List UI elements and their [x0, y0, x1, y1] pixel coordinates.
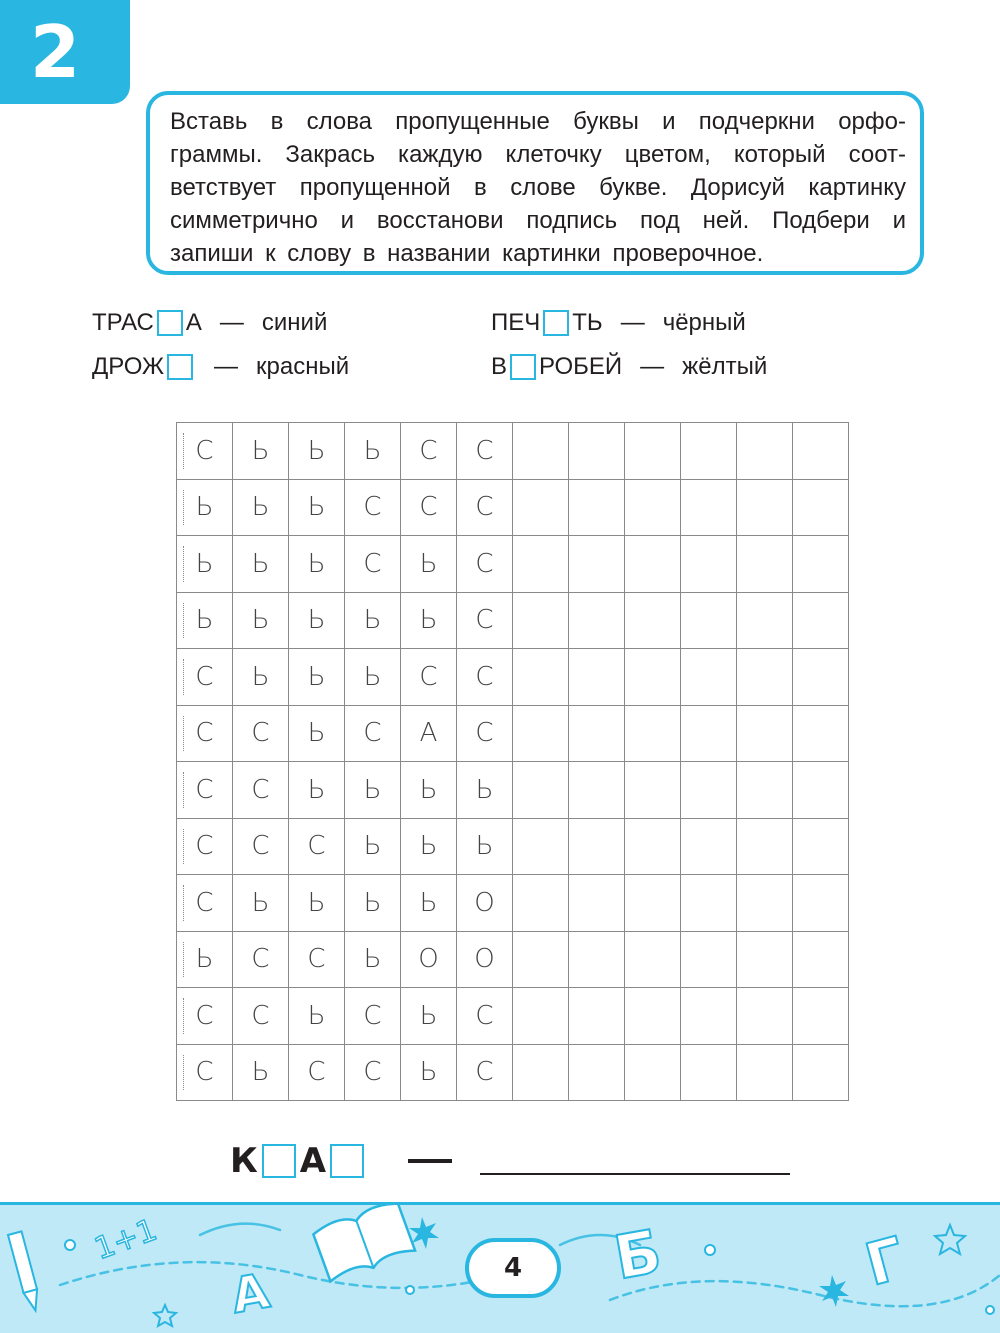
grid-cell-letter[interactable]: Ь	[289, 875, 345, 932]
grid-cell-letter[interactable]: Ь	[289, 423, 345, 480]
grid-cell-letter[interactable]: Ь	[345, 762, 401, 819]
grid-cell-empty[interactable]	[513, 819, 569, 876]
grid-cell-empty[interactable]	[737, 819, 793, 876]
grid-cell-letter[interactable]: С	[457, 1045, 513, 1102]
clue-word-start: ТРАС	[92, 309, 154, 336]
grid-cell-letter[interactable]: Ь	[457, 819, 513, 876]
grid-cell-letter[interactable]: С	[401, 649, 457, 706]
grid-cell-empty[interactable]	[569, 649, 625, 706]
grid-cell-empty[interactable]	[793, 649, 849, 706]
grid-cell-letter[interactable]: Ь	[177, 480, 233, 537]
grid-cell-empty[interactable]	[569, 819, 625, 876]
grid-cell-letter[interactable]: Ь	[177, 932, 233, 989]
grid-cell-letter[interactable]: С	[177, 1045, 233, 1102]
grid-cell-empty[interactable]	[793, 762, 849, 819]
grid-cell-letter[interactable]: Ь	[289, 536, 345, 593]
letter-blank[interactable]	[543, 310, 569, 336]
grid-cell-letter[interactable]: С	[289, 932, 345, 989]
clue-word-end: А	[185, 309, 202, 336]
grid-cell-letter[interactable]: А	[401, 706, 457, 763]
answer-blank[interactable]	[330, 1144, 364, 1178]
grid-cell-empty[interactable]	[569, 932, 625, 989]
grid-cell-empty[interactable]	[737, 875, 793, 932]
grid-cell-letter[interactable]: С	[345, 706, 401, 763]
answer-row	[230, 1140, 790, 1182]
grid-cell-letter[interactable]: С	[177, 762, 233, 819]
clue-word-end: ТЬ	[572, 309, 603, 336]
grid-cell-letter[interactable]: Ь	[177, 593, 233, 650]
grid-cell-letter[interactable]: Ь	[289, 593, 345, 650]
letter-blank[interactable]	[167, 354, 193, 380]
instruction-line: ветствует пропущенной в слове букве. Дорисуй картинку	[170, 174, 906, 201]
grid-cell-letter[interactable]: С	[345, 536, 401, 593]
grid-cell-letter[interactable]: Ь	[289, 706, 345, 763]
answer-dash	[408, 1159, 452, 1163]
grid-cell-empty[interactable]	[569, 1045, 625, 1102]
grid-cell-empty[interactable]	[513, 762, 569, 819]
grid-cell-letter[interactable]: О	[457, 932, 513, 989]
clue-vorobey	[491, 352, 767, 382]
grid-cell-empty[interactable]	[681, 649, 737, 706]
clue-word-end: РОБЕЙ	[539, 353, 623, 380]
grid-cell-empty[interactable]	[793, 932, 849, 989]
letter-b-icon: Б	[609, 1216, 667, 1294]
grid-cell-empty[interactable]	[737, 480, 793, 537]
grid-cell-empty[interactable]	[625, 819, 681, 876]
clue-dash: —	[620, 309, 645, 336]
grid-cell-letter[interactable]: Ь	[289, 649, 345, 706]
grid-cell-empty[interactable]	[513, 988, 569, 1045]
grid-cell-empty[interactable]	[793, 1045, 849, 1102]
grid-cell-letter[interactable]: С	[177, 706, 233, 763]
grid-cell-empty[interactable]	[625, 875, 681, 932]
grid-cell-letter[interactable]: Ь	[401, 593, 457, 650]
grid-cell-empty[interactable]	[625, 706, 681, 763]
grid-cell-letter[interactable]: С	[177, 988, 233, 1045]
grid-cell-letter[interactable]: Ь	[345, 932, 401, 989]
grid-cell-empty[interactable]	[681, 423, 737, 480]
answer-blank[interactable]	[262, 1144, 296, 1178]
grid-cell-empty[interactable]	[737, 1045, 793, 1102]
grid-cell-empty[interactable]	[513, 932, 569, 989]
answer-letter: А	[299, 1141, 327, 1181]
grid-cell-empty[interactable]	[681, 536, 737, 593]
clue-drozh	[92, 352, 349, 382]
grid-cell-empty[interactable]	[793, 593, 849, 650]
clue-color: красный	[256, 353, 350, 380]
grid-cell-empty[interactable]	[737, 706, 793, 763]
grid-cell-letter[interactable]: С	[457, 649, 513, 706]
grid-cell-letter[interactable]: Ь	[233, 480, 289, 537]
grid-cell-letter[interactable]: Ь	[233, 593, 289, 650]
grid-cell-letter[interactable]: Ь	[401, 819, 457, 876]
clue-word-start: ДРОЖ	[92, 353, 165, 380]
grid-cell-letter[interactable]: С	[457, 706, 513, 763]
grid-cell-letter[interactable]: Ь	[233, 423, 289, 480]
clue-color: жёлтый	[682, 353, 768, 380]
grid-cell-letter[interactable]: Ь	[233, 536, 289, 593]
grid-cell-empty[interactable]	[737, 423, 793, 480]
plus-icon: 1+1	[90, 1212, 162, 1268]
grid-cell-empty[interactable]	[625, 480, 681, 537]
grid-cell-letter[interactable]: Ь	[233, 875, 289, 932]
grid-cell-empty[interactable]	[625, 932, 681, 989]
grid-cell-empty[interactable]	[569, 875, 625, 932]
clue-dash: —	[219, 309, 244, 336]
grid-cell-empty[interactable]	[569, 423, 625, 480]
clue-word-start: В	[491, 353, 508, 380]
grid-cell-letter[interactable]: Ь	[345, 593, 401, 650]
grid-cell-letter[interactable]: Ь	[289, 480, 345, 537]
page-number: 4	[465, 1238, 561, 1298]
grid-cell-letter[interactable]: С	[177, 649, 233, 706]
grid-cell-empty[interactable]	[737, 988, 793, 1045]
grid-cell-letter[interactable]: С	[177, 819, 233, 876]
grid-cell-letter[interactable]: С	[233, 762, 289, 819]
grid-cell-letter[interactable]: С	[233, 819, 289, 876]
letter-blank[interactable]	[510, 354, 536, 380]
grid-cell-letter[interactable]: С	[457, 988, 513, 1045]
coloring-grid	[176, 422, 849, 1101]
clue-color: чёрный	[662, 309, 746, 336]
grid-cell-letter[interactable]: Ь	[233, 1045, 289, 1102]
grid-cell-letter[interactable]: Ь	[401, 536, 457, 593]
grid-cell-empty[interactable]	[793, 480, 849, 537]
grid-cell-letter[interactable]: О	[457, 875, 513, 932]
instruction-box	[146, 91, 924, 275]
grid-cell-empty[interactable]	[625, 593, 681, 650]
grid-cell-empty[interactable]	[569, 536, 625, 593]
grid-cell-letter[interactable]: С	[233, 706, 289, 763]
grid-cell-empty[interactable]	[569, 988, 625, 1045]
letter-g-icon: Г	[858, 1223, 912, 1300]
grid-cell-letter[interactable]: С	[401, 423, 457, 480]
grid-cell-letter[interactable]: С	[177, 875, 233, 932]
grid-cell-empty[interactable]	[793, 706, 849, 763]
grid-cell-letter[interactable]: С	[457, 593, 513, 650]
answer-letter: К	[230, 1141, 258, 1181]
grid-cell-empty[interactable]	[513, 480, 569, 537]
grid-cell-empty[interactable]	[513, 423, 569, 480]
grid-cell-empty[interactable]	[625, 423, 681, 480]
grid-cell-empty[interactable]	[681, 875, 737, 932]
grid-cell-empty[interactable]	[681, 593, 737, 650]
grid-cell-empty[interactable]	[513, 706, 569, 763]
grid-cell-letter[interactable]: Ь	[345, 649, 401, 706]
instruction-line: запиши к слову в названии картинки проверочное.	[170, 240, 764, 267]
grid-cell-letter[interactable]: Ь	[345, 819, 401, 876]
clue-color: синий	[261, 309, 328, 336]
clue-pechat	[491, 308, 746, 338]
clue-word-start: ПЕЧ	[491, 309, 541, 336]
grid-cell-letter[interactable]: С	[345, 1045, 401, 1102]
grid-cell-empty[interactable]	[737, 649, 793, 706]
grid-cell-letter[interactable]: С	[345, 480, 401, 537]
grid-cell-empty[interactable]	[569, 762, 625, 819]
clue-trassa	[92, 308, 327, 338]
grid-cell-empty[interactable]	[625, 762, 681, 819]
grid-cell-empty[interactable]	[737, 593, 793, 650]
grid-cell-letter[interactable]: С	[457, 423, 513, 480]
grid-cell-empty[interactable]	[793, 988, 849, 1045]
grid-cell-empty[interactable]	[737, 762, 793, 819]
grid-cell-empty[interactable]	[681, 988, 737, 1045]
grid-cell-letter[interactable]: Ь	[233, 649, 289, 706]
grid-cell-letter[interactable]: Ь	[457, 762, 513, 819]
grid-cell-empty[interactable]	[625, 1045, 681, 1102]
grid-cell-empty[interactable]	[513, 649, 569, 706]
grid-cell-empty[interactable]	[513, 875, 569, 932]
grid-cell-empty[interactable]	[681, 1045, 737, 1102]
grid-cell-empty[interactable]	[625, 988, 681, 1045]
grid-cell-letter[interactable]: С	[289, 1045, 345, 1102]
task-number-badge: 2	[0, 0, 130, 104]
clue-dash: —	[640, 353, 665, 380]
grid-cell-letter[interactable]: С	[233, 932, 289, 989]
grid-cell-letter[interactable]: Ь	[401, 988, 457, 1045]
grid-cell-letter[interactable]: С	[177, 423, 233, 480]
book-icon	[312, 1205, 416, 1283]
grid-cell-letter[interactable]: Ь	[401, 762, 457, 819]
grid-cell-empty[interactable]	[793, 819, 849, 876]
grid-cell-empty[interactable]	[569, 706, 625, 763]
grid-cell-empty[interactable]	[681, 480, 737, 537]
grid-cell-letter[interactable]: Ь	[345, 875, 401, 932]
grid-cell-empty[interactable]	[793, 536, 849, 593]
grid-cell-letter[interactable]: О	[401, 932, 457, 989]
grid-cell-letter[interactable]: Ь	[345, 423, 401, 480]
grid-cell-letter[interactable]: Ь	[289, 762, 345, 819]
grid-cell-empty[interactable]	[681, 932, 737, 989]
answer-write-line[interactable]	[480, 1173, 790, 1175]
grid-cell-empty[interactable]	[513, 536, 569, 593]
grid-cell-empty[interactable]	[513, 593, 569, 650]
instruction-line: симметрично и восстанови подпись под ней. Подбери и	[170, 207, 906, 234]
grid-cell-letter[interactable]: Ь	[289, 988, 345, 1045]
grid-cell-letter[interactable]: С	[289, 819, 345, 876]
grid-cell-empty[interactable]	[569, 593, 625, 650]
grid-cell-letter[interactable]: Ь	[177, 536, 233, 593]
grid-cell-letter[interactable]: Ь	[401, 875, 457, 932]
instruction-line: граммы. Закрась каждую клеточку цветом, который соот-	[170, 141, 906, 168]
letter-a-icon: A	[227, 1263, 274, 1325]
grid-cell-letter[interactable]: С	[233, 988, 289, 1045]
grid-cell-letter[interactable]: С	[401, 480, 457, 537]
grid-cell-empty[interactable]	[625, 649, 681, 706]
grid-cell-letter[interactable]: С	[457, 480, 513, 537]
clue-dash: —	[214, 353, 239, 380]
grid-cell-empty[interactable]	[569, 480, 625, 537]
grid-cell-letter[interactable]: С	[345, 988, 401, 1045]
grid-cell-empty[interactable]	[793, 423, 849, 480]
instruction-line: Вставь в слова пропущенные буквы и подчеркни орфо-	[170, 108, 906, 135]
grid-cell-empty[interactable]	[737, 932, 793, 989]
pencil-icon	[8, 1231, 42, 1312]
grid-cell-empty[interactable]	[681, 819, 737, 876]
grid-cell-empty[interactable]	[625, 536, 681, 593]
grid-cell-empty[interactable]	[513, 1045, 569, 1102]
grid-cell-empty[interactable]	[737, 536, 793, 593]
grid-cell-empty[interactable]	[681, 706, 737, 763]
grid-cell-empty[interactable]	[681, 762, 737, 819]
grid-cell-letter[interactable]: Ь	[401, 1045, 457, 1102]
grid-cell-letter[interactable]: С	[457, 536, 513, 593]
grid-cell-empty[interactable]	[793, 875, 849, 932]
letter-blank[interactable]	[157, 310, 183, 336]
